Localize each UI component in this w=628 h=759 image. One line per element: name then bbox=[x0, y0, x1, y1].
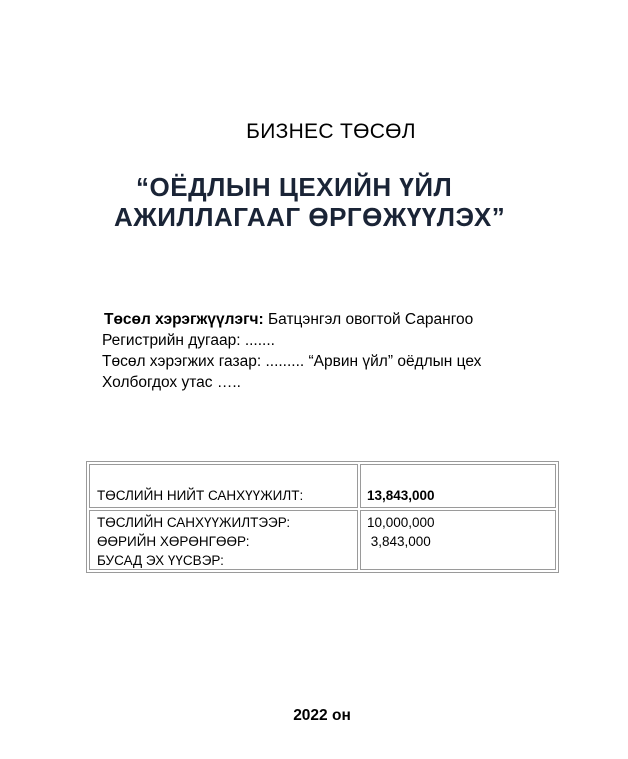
document-type-heading: БИЗНЕС ТӨСӨЛ bbox=[246, 120, 416, 143]
funding-source-label: БУСАД ЭХ ҮҮСВЭР: bbox=[97, 553, 224, 568]
funding-source-label: ТӨСЛИЙН САНХҮҮЖИЛТЭЭР: bbox=[97, 515, 291, 530]
phone-line: Холбогдох утас ….. bbox=[102, 374, 241, 391]
implementer-line bbox=[102, 309, 481, 330]
total-label-cell bbox=[89, 464, 358, 508]
funding-source-value: 3,843,000 bbox=[367, 534, 431, 549]
funding-source-value: 10,000,000 bbox=[367, 515, 435, 530]
location-line: Төсөл хэрэгжих газар: ......... “Арвин үйл” оёдлын цех bbox=[102, 353, 482, 370]
project-title-line-1: “ОЁДЛЫН ЦЕХИЙН ҮЙЛ bbox=[136, 172, 453, 202]
project-title-line-2: АЖИЛЛАГААГ ӨРГӨЖҮҮЛЭХ” bbox=[114, 202, 506, 232]
total-value-cell bbox=[360, 464, 556, 508]
total-value: 13,843,000 bbox=[367, 488, 435, 503]
registration-line: Регистрийн дугаар: ....... bbox=[102, 332, 275, 349]
funding-source-label: ӨӨРИЙН ХӨРӨНГӨӨР: bbox=[97, 534, 250, 549]
document-year: 2022 он bbox=[293, 707, 351, 724]
funding-sources-value-cell bbox=[360, 510, 556, 570]
implementer-value: Батцэнгэл овогтой Сарангоо bbox=[263, 311, 474, 328]
implementer-label: Төсөл хэрэгжүүлэгч: bbox=[104, 311, 264, 328]
project-info-block bbox=[102, 309, 481, 393]
budget-table bbox=[86, 461, 559, 573]
funding-sources-label-cell bbox=[89, 510, 358, 570]
total-label: ТӨСЛИЙН НИЙТ САНХҮҮЖИЛТ: bbox=[97, 488, 304, 503]
